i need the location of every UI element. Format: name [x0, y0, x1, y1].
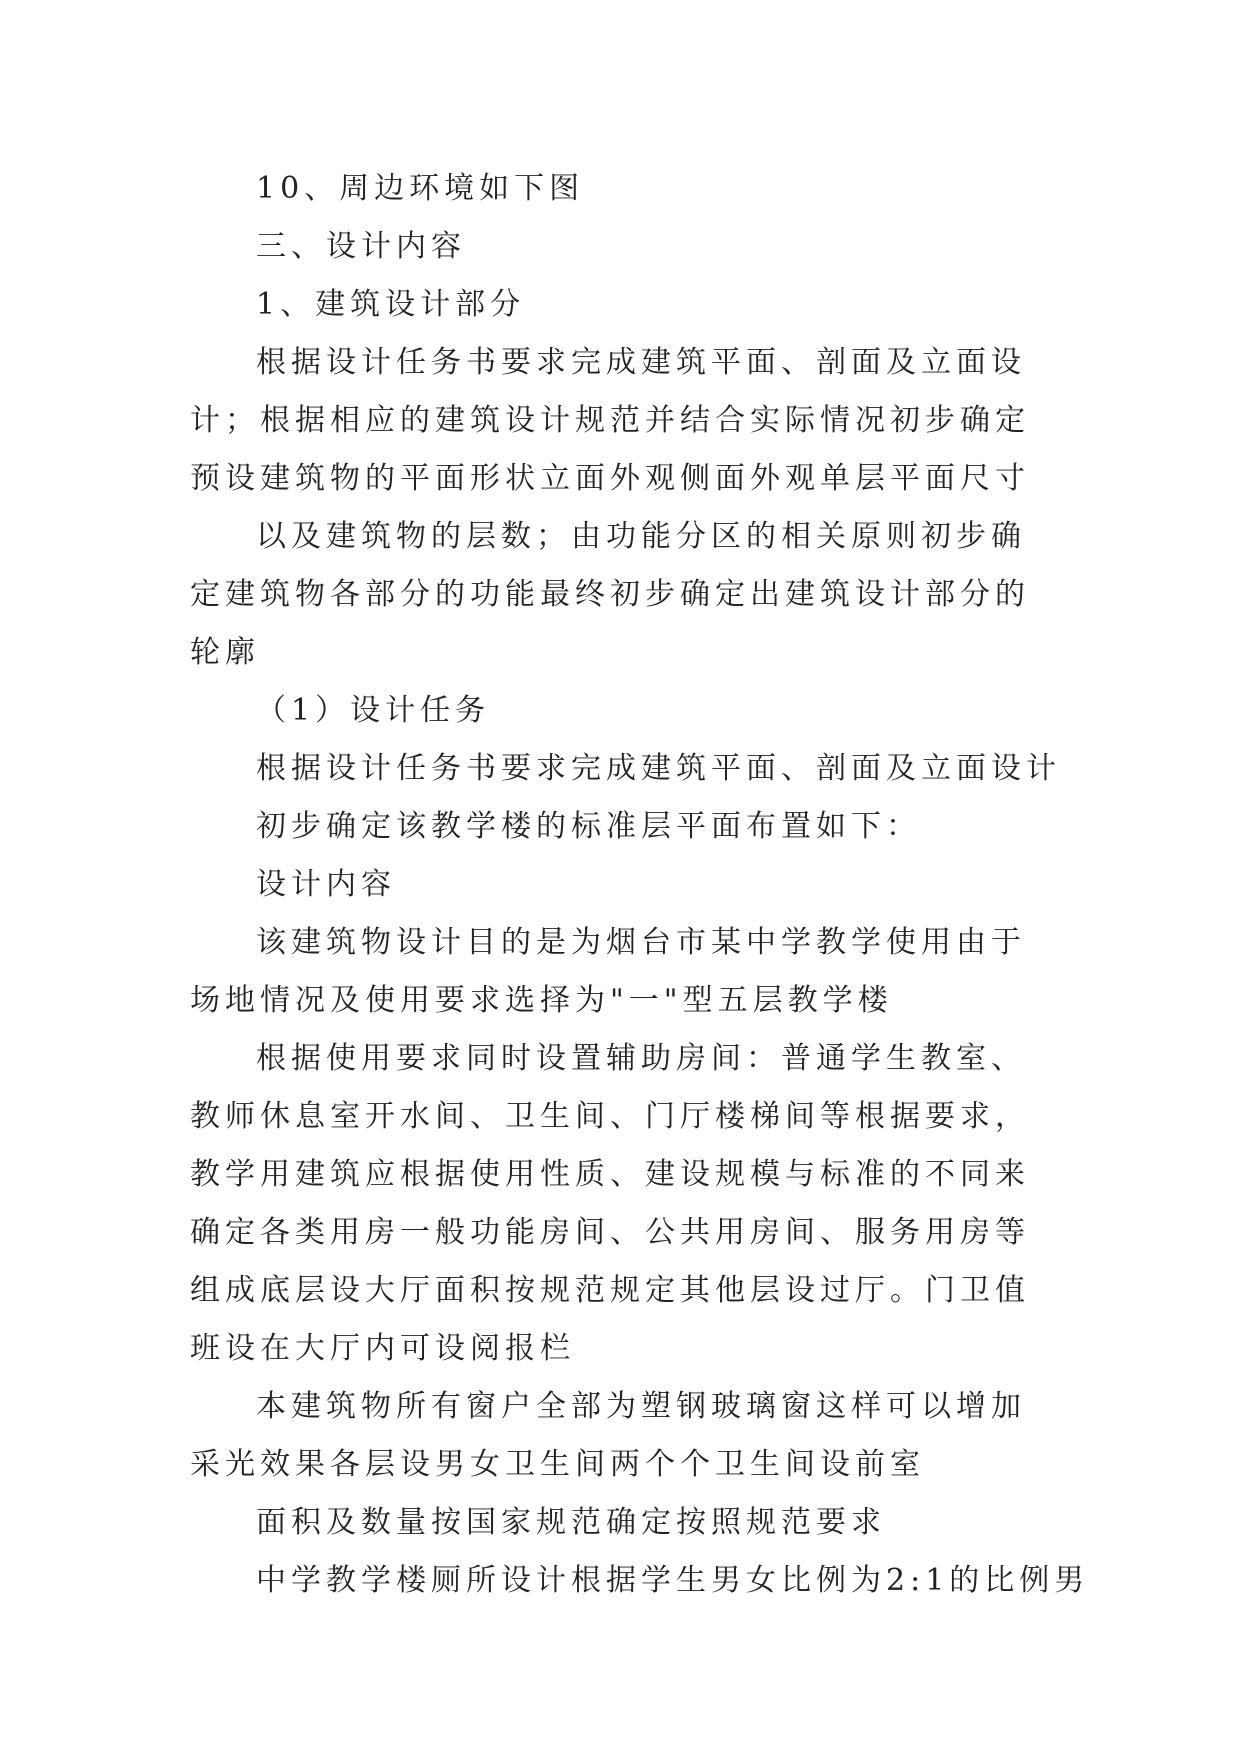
paragraph-task-statement: 根据设计任务书要求完成建筑平面、剖面及立面设计 — [256, 751, 1061, 786]
paragraph-building-purpose: 该建筑物设计目的是为烟台市某中学教学使用由于场地情况及使用要求选择为"一"型五层教学楼 — [190, 925, 1026, 1018]
document-body — [190, 160, 1090, 1610]
paragraph-surroundings: 10、周边环境如下图 — [256, 171, 585, 206]
paragraph-restroom-ratio: 中学教学楼厕所设计根据学生男女比例为2:1的比例男 — [256, 1563, 1090, 1598]
section-heading-design-content: 三、设计内容 — [256, 229, 466, 264]
paragraph-floors-functions: 以及建筑物的层数；由功能分区的相关原则初步确定建筑物各部分的功能最终初步确定出建筑设计部分的轮廓 — [190, 519, 1030, 670]
subheading-design-content: 设计内容 — [256, 867, 396, 902]
subheading-design-task: （1）设计任务 — [256, 693, 491, 728]
paragraph-area-quantity: 面积及数量按国家规范确定按照规范要求 — [256, 1505, 886, 1540]
paragraph-windows-restrooms: 本建筑物所有窗户全部为塑钢玻璃窗这样可以增加采光效果各层设男女卫生间两个个卫生间设前室 — [190, 1389, 1026, 1482]
paragraph-design-requirements: 根据设计任务书要求完成建筑平面、剖面及立面设计；根据相应的建筑设计规范并结合实际情况初步确定预设建筑物的平面形状立面外观侧面外观单层平面尺寸 — [190, 345, 1030, 496]
paragraph-floor-layout: 初步确定该教学楼的标准层平面布置如下： — [256, 809, 921, 844]
paragraph-auxiliary-rooms: 根据使用要求同时设置辅助房间：普通学生教室、教师休息室开水间、卫生间、门厅楼梯间等根据要求，教学用建筑应根据使用性质、建设规模与标准的不同来确定各类用房一般功能房间、公共用房间、服务用房等组成底层设大厅面积按规范规定其他层设过厅。门卫值班设在大厅内可设阅报栏 — [190, 1041, 1030, 1366]
subsection-heading-architecture: 1、建筑设计部分 — [256, 287, 526, 322]
